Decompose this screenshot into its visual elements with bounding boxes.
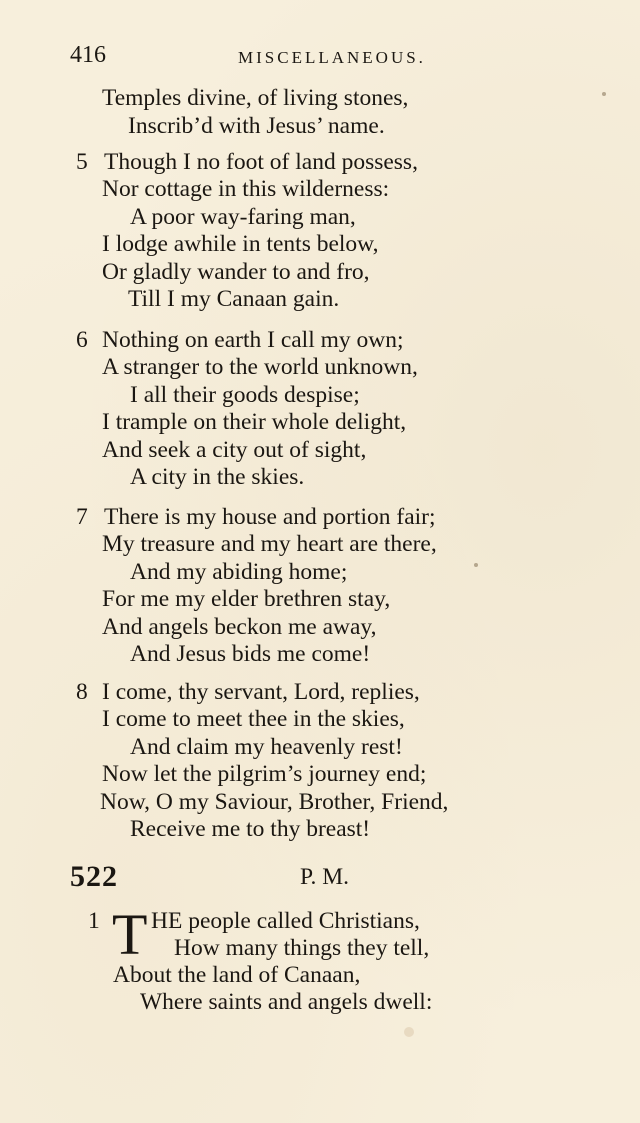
page-header (70, 42, 600, 72)
verse-line: For me my elder brethren stay, (102, 586, 391, 612)
drop-cap: T (112, 902, 148, 967)
verse-line: And Jesus bids me come! (130, 641, 371, 667)
verse-line: I come, thy servant, Lord, replies, (102, 679, 420, 705)
verse-line: Nothing on earth I call my own; (102, 327, 404, 353)
verse-line: I lodge awhile in tents below, (102, 231, 379, 257)
verse-line: Where saints and angels dwell: (140, 989, 433, 1015)
verse-line: A stranger to the world unknown, (102, 354, 418, 380)
verse-line: And seek a city out of sight, (102, 437, 367, 463)
verse-line: How many things they tell, (174, 935, 430, 961)
verse-number: 7 (76, 504, 88, 530)
verse-line: I trample on their whole delight, (102, 409, 407, 435)
verse-line: Temples divine, of living stones, (102, 85, 409, 111)
paper-speck (602, 92, 606, 96)
verse-line: Till I my Canaan gain. (128, 286, 340, 312)
verse-line: Inscrib’d with Jesus’ name. (128, 113, 385, 139)
verse-line: Now, O my Saviour, Brother, Friend, (100, 789, 449, 815)
verse-line: Now let the pilgrim’s journey end; (102, 761, 427, 787)
running-head: MISCELLANEOUS. (238, 48, 426, 67)
verse-line: I all their goods despise; (130, 382, 360, 408)
verse-line: And angels beckon me away, (102, 614, 377, 640)
verse-line: Or gladly wander to and fro, (102, 259, 370, 285)
verse-line: Receive me to thy breast! (130, 816, 371, 842)
verse-line: A poor way-faring man, (130, 204, 356, 230)
verse-number: 5 (76, 149, 88, 175)
verse-number: 8 (76, 679, 88, 705)
verse-number: 6 (76, 327, 88, 353)
verse-line: HE people called Christians, (151, 908, 420, 934)
verse-line: A city in the skies. (130, 464, 305, 490)
paper-speck (404, 1027, 414, 1037)
verse-line: And my abiding home; (130, 559, 348, 585)
verse-number: 1 (88, 908, 100, 934)
verse-line: There is my house and portion fair; (104, 504, 436, 530)
paper-speck (474, 563, 478, 567)
verse-line: I come to meet thee in the skies, (102, 706, 405, 732)
verse-line: And claim my heavenly rest! (130, 734, 403, 760)
verse-line: My treasure and my heart are there, (102, 531, 437, 557)
hymn-meter: P. M. (300, 864, 349, 890)
verse-line: Nor cottage in this wilderness: (102, 176, 390, 202)
verse-line: Though I no foot of land possess, (104, 149, 418, 175)
verse-line: About the land of Canaan, (113, 962, 361, 988)
page-number: 416 (70, 42, 106, 68)
hymn-number: 522 (70, 860, 118, 893)
